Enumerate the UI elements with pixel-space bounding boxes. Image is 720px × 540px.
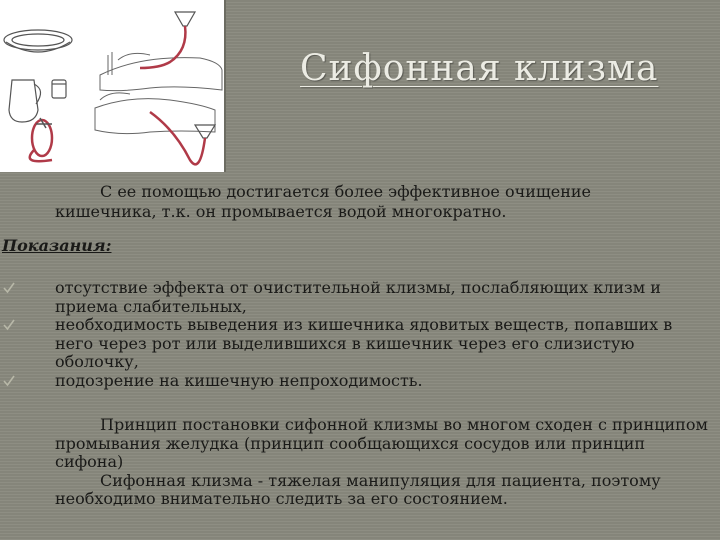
principle-block	[55, 416, 710, 509]
enema-illustration	[0, 0, 226, 172]
coiled-tube-icon	[30, 120, 52, 161]
list-item-text: подозрение на кишечную непроходимость.	[55, 370, 423, 390]
patient-upper	[100, 52, 222, 91]
list-item	[0, 279, 700, 316]
check-icon	[2, 318, 16, 332]
list-item-text: отсутствие эффекта от очистительной клизмы, послабляющих клизм и приема слабительных,	[55, 278, 661, 316]
jug-icon	[9, 80, 41, 122]
indications-list	[0, 279, 700, 390]
funnel-upper-icon	[175, 12, 195, 26]
basin-icon	[4, 30, 72, 52]
siphon-enema-diagram	[0, 0, 224, 172]
check-icon	[2, 281, 16, 295]
indications-heading: Показания:	[2, 236, 112, 255]
page-title: Сифонная клизма	[300, 48, 659, 89]
check-icon	[2, 374, 16, 388]
list-item	[0, 372, 700, 391]
principle-paragraph: Принцип постановки сифонной клизмы во многом сходен с принципом промывания желудка (принцип сообщающихся сосудов или принцип сифона)	[55, 415, 708, 472]
list-item-text: необходимость выведения из кишечника ядовитых веществ, попавших в него через рот или выделившихся в кишечник через его слизистую оболочку,	[55, 315, 673, 371]
list-item	[0, 316, 700, 372]
intro-paragraph: С ее помощью достигается более эффективное очищение кишечника, т.к. он промывается водой многократно.	[55, 182, 591, 221]
jar-icon	[52, 80, 66, 98]
warning-paragraph: Сифонная клизма - тяжелая манипуляция для пациента, поэтому необходимо внимательно следить за его состоянием.	[55, 470, 661, 509]
